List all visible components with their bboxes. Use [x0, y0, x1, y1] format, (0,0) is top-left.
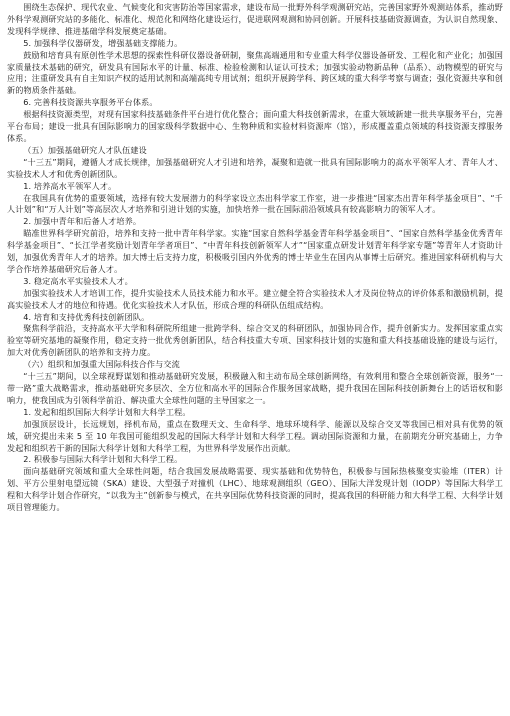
paragraph-big-science-initiate: 加强顶层设计，长远规划，择机布局，重点在数理天文、生命科学、地球环境科学、能源以及综合交叉等我国已相对具有优势的领域，研究提出未来 5 至 10 年我国可能组织发起的国际大科学计划和大科学工程。调动国际资源和力量，在前期充分研究基础上，力争发起和组织若干新的国际大科学计划和大科学工程，为世界科学发展作出贡献。 [7, 418, 503, 453]
item-heading-coop-2: 2. 积极参与国际大科学计划和大科学工程。 [23, 454, 183, 465]
paragraph-instruments: 鼓励和培育具有原创性学术思想的探索性科研仪器设备研制，聚焦高端通用和专业重大科学仪器设备研发、工程化和产业化；加强国家质量技术基础的研究，研发具有国际水平的计量、标准、检验检测和认证认可技术；加强实验动物新品种（品系）、动物模型的研究与应用；注重研发具有自主知识产权的适用试剂和高端高纯专用试剂；组织开展跨学科、跨区域的重大科学考察与调查；强化资源共享和创新的物质条件基础。 [7, 49, 503, 96]
item-heading-talent-1: 1. 培养高水平领军人才。 [23, 180, 117, 191]
paragraph-1: 围绕生态保护、现代农业、气候变化和灾害防治等国家需求，建设布局一批野外科学观测研究站，完善国家野外观测站体系，推动野外科学观测研究站的多能化、标准化、规范化和网络化建设运行，促进联网观测和协同创新。开展科技基础资源调查，为认识自然现象、发现科学规律、推进基础学科发展奠定基础。 [7, 2, 503, 36]
item-heading-5: 5. 加强科学仪器研发，增强基础支撑能力。 [23, 37, 183, 48]
paragraph-lab-technicians: 加强实验技术人才培训工作，提升实验技术人员技术能力和水平。建立健全符合实验技术人才及岗位特点的评价体系和激励机制，提高实验技术人才的地位和待遇。优化实验技术人才队伍，形成合理的科研队伍组成结构。 [7, 287, 503, 310]
paragraph-platforms: 根据科技资源类型，对现有国家科技基础条件平台进行优化整合；面向重大科技创新需求，在重大领域新建一批共享服务平台，完善平台布局；建设一批具有国际影响力的国家级科学数据中心、生物种质和实验材料资源库（馆），形成覆盖重点领域的科技资源支撑服务体系。 [7, 109, 503, 143]
section-heading-6: （六）组织和加强重大国际科技合作与交流 [23, 359, 180, 370]
item-heading-talent-4: 4. 培育和支持优秀科技创新团队。 [23, 311, 150, 322]
section-heading-5: （五）加强基础研究人才队伍建设 [23, 144, 147, 155]
item-heading-6: 6. 完善科技资源共享服务平台体系。 [23, 97, 158, 108]
item-heading-coop-1: 1. 发起和组织国际大科学计划和大科学工程。 [23, 406, 191, 417]
item-heading-talent-2: 2. 加强中青年和后备人才培养。 [23, 216, 142, 227]
paragraph-talent-intro: “十三五”期间，遵循人才成长规律，加强基础研究人才引进和培养，凝聚和造就一批具有国际影响力的高水平领军人才、青年人才、实验技术人才和优秀创新团队。 [7, 156, 503, 179]
item-heading-talent-3: 3. 稳定高水平实验技术人才。 [23, 275, 133, 286]
paragraph-young-talent: 瞄准世界科学研究前沿，培养和支持一批中青年科学家。实施“国家自然科学基金青年科学基金项目”、“国家自然科学基金优秀青年科学基金项目”、“长江学者奖励计划青年学者项目”、“中青年科技创新领军人才”“国家重点研发计划青年科学家专题”等青年人才资助计划，加强优秀青年人才的培养。加大博士后支持力度，积极吸引国内外优秀的博士毕业生在国内从事博士后研究。推进国家科研机构与大学合作培养基础研究后备人才。 [7, 228, 503, 274]
paragraph-leaders: 在我国具有优势的重要领域，选择有较大发展潜力的科学家设立杰出科学家工作室，进一步推进“国家杰出青年科学基金项目”、“千人计划”和“万人计划”等高层次人才培养和引进计划的实施，加快培养一批在国际前沿领域具有较高影响力的领军人才。 [7, 192, 503, 215]
paragraph-cooperation-intro: “十三五”期间，以全球视野谋划和推动基础研究发展，积极融入和主动布局全球创新网络，有效利用和整合全球创新资源，服务“一带一路”重大战略需求，推动基础研究多层次、全方位和高水平的国际合作服务国家战略，提升我国在国际科技创新舞台上的话语权和影响力，使我国成为引领科学前沿、解决重大全球性问题的主导国家之一。 [7, 371, 503, 405]
paragraph-big-science-participate: 面向基础研究领域和重大全球性问题，结合我国发展战略需要、现实基础和优势特色，积极参与国际热核聚变实验堆（ITER）计划、平方公里射电望远镜（SKA）建设、大型强子对撞机（LHC）、地球观测组织（GEO）、国际大洋发现计划（IODP）等国际大科学工程和大科学计划合作研究，“以我为主”创新参与模式，在共享国际优势科技资源的同时，提高我国的科研能力和大科学工程、大科学计划项目管理能力。 [7, 466, 503, 513]
paragraph-teams: 聚焦科学前沿，支持高水平大学和科研院所组建一批跨学科、综合交叉的科研团队，加强协同合作，提升创新实力。发挥国家重点实验室等研究基地的凝聚作用，稳定支持一批优秀创新团队，结合科技重大专项、国家科技计划的实施和重大科技基础设施的建设与运行，加大对优秀创新团队的培养和支持力度。 [7, 323, 503, 358]
